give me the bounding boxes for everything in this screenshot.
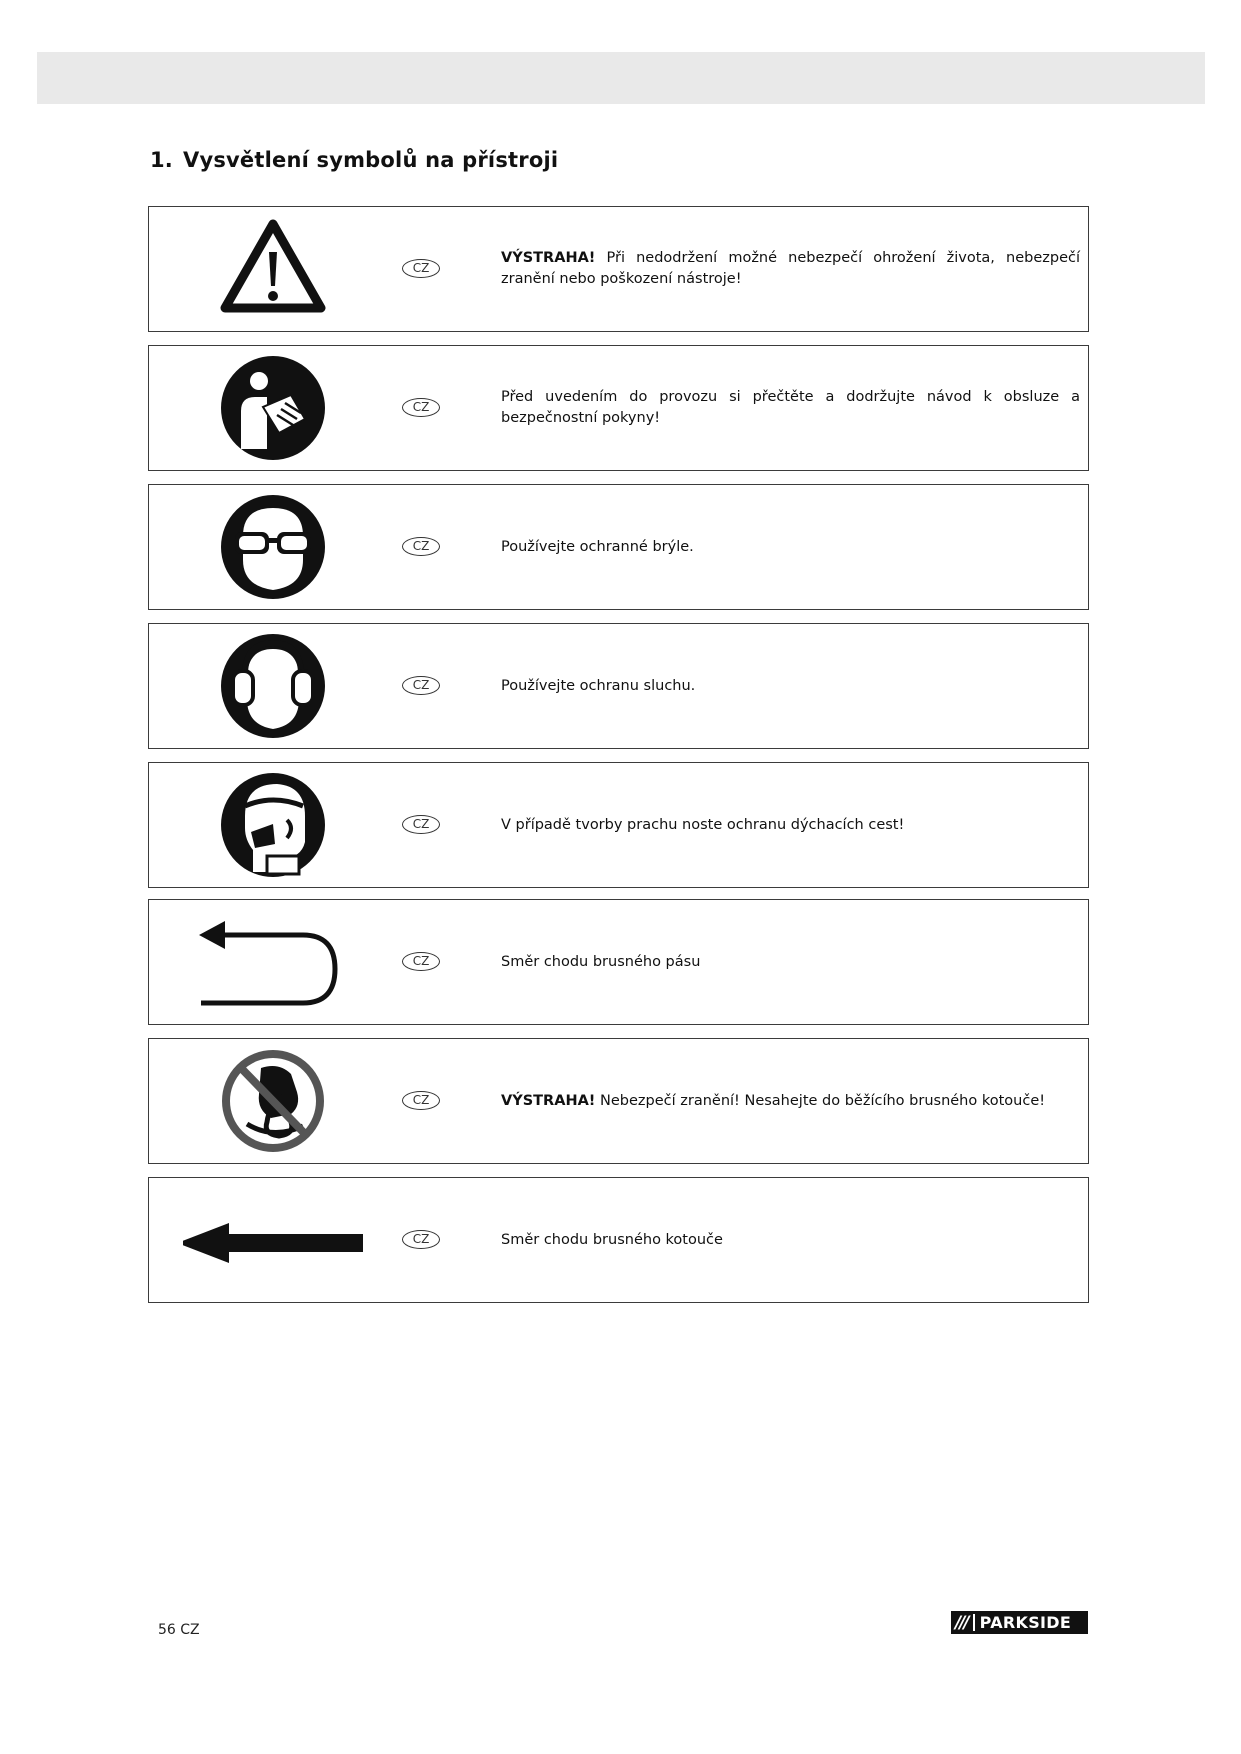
eye-protection-icon	[183, 494, 363, 600]
warning-label: VÝSTRAHA!	[501, 1092, 596, 1109]
description-text: Používejte ochranu sluchu.	[501, 677, 696, 694]
warning-triangle-icon	[183, 216, 363, 322]
respiratory-protection-icon	[183, 772, 363, 878]
language-badge: CZ	[402, 1230, 440, 1249]
language-badge: CZ	[402, 259, 440, 278]
symbol-row-respiratory-protection	[148, 762, 1089, 888]
description-text: Při nedodržení možné nebezpečí ohrožení života, nebezpečí zranění nebo poškození nástroje!	[501, 250, 1080, 287]
language-badge: CZ	[402, 537, 440, 556]
symbol-description	[501, 346, 1080, 470]
disc-direction-arrow-icon	[183, 1187, 363, 1293]
symbol-description	[501, 763, 1080, 887]
warning-label: VÝSTRAHA!	[501, 250, 596, 266]
logo-divider	[973, 1614, 975, 1631]
symbol-row-disc-direction	[148, 1177, 1089, 1303]
symbol-description	[501, 624, 1080, 748]
description-text: Používejte ochranné brýle.	[501, 538, 694, 555]
read-manual-icon	[183, 355, 363, 461]
symbol-description	[501, 1178, 1080, 1302]
language-badge: CZ	[402, 952, 440, 971]
description-text: Nebezpečí zranění! Nesahejte do běžícího brusného kotouče!	[595, 1092, 1046, 1109]
symbol-row-eye-protection	[148, 484, 1089, 610]
language-badge: CZ	[402, 398, 440, 417]
symbol-description	[501, 1039, 1080, 1163]
description-text: Před uvedením do provozu si přečtěte a dodržujte návod k obsluze a bezpečnostní pokyny!	[501, 389, 1080, 426]
parkside-logo	[951, 1611, 1088, 1634]
description-text: V případě tvorby prachu noste ochranu dýchacích cest!	[501, 816, 905, 833]
symbol-row-read-manual	[148, 345, 1089, 471]
logo-slashes: ///	[955, 1612, 968, 1633]
belt-direction-arrow-icon	[183, 909, 363, 1015]
section-number: 1.	[150, 148, 173, 172]
symbol-row-belt-direction	[148, 899, 1089, 1025]
symbol-row-ear-protection	[148, 623, 1089, 749]
symbol-row-warning	[148, 206, 1089, 332]
header-band	[37, 52, 1205, 104]
language-badge: CZ	[402, 1091, 440, 1110]
description-text: Směr chodu brusného kotouče	[501, 1231, 723, 1248]
symbol-description	[501, 207, 1080, 331]
section-title-text: Vysvětlení symbolů na přístroji	[183, 148, 559, 172]
language-badge: CZ	[402, 815, 440, 834]
logo-text: PARKSIDE	[979, 1613, 1072, 1632]
symbol-description	[501, 485, 1080, 609]
description-text: Směr chodu brusného pásu	[501, 953, 701, 970]
section-title	[150, 148, 558, 172]
symbol-description	[501, 900, 1080, 1024]
symbol-row-no-hand-contact	[148, 1038, 1089, 1164]
no-hand-contact-icon	[183, 1048, 363, 1154]
ear-protection-icon	[183, 633, 363, 739]
language-badge: CZ	[402, 676, 440, 695]
page-number: 56 CZ	[158, 1622, 200, 1638]
